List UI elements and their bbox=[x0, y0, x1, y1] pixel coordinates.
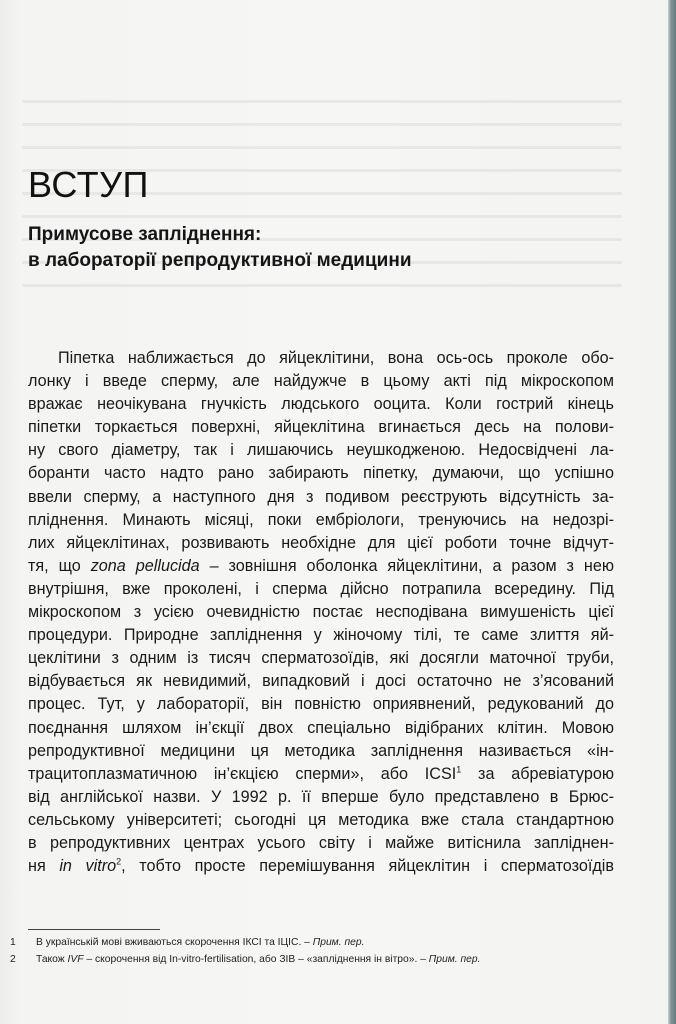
text-run: – зовнішня оболонка яйцеклітини, а разом з нею bbox=[199, 556, 615, 575]
footnotes bbox=[10, 934, 610, 968]
latin-term: zona pellucida bbox=[90, 556, 200, 575]
text-line: мікроскопом з усією очевидністю постає несподівана вимушеність цієї bbox=[28, 603, 614, 622]
footnote-number: 2 bbox=[10, 954, 16, 965]
text-line: лонку і введе сперму, але найдужче в цьому акті під мікроскопом bbox=[28, 372, 614, 391]
text-line: в репродуктивних центрах усього світу і майже витіснила запліднен- bbox=[28, 833, 614, 852]
text-run: ня bbox=[28, 857, 60, 876]
text-run: , тобто просте перемішування яйцеклітин і сперматозоїдів bbox=[121, 857, 614, 876]
footnote-number: 1 bbox=[10, 937, 16, 948]
footnote-text bbox=[36, 951, 480, 968]
footnote-ref-2[interactable]: 2 bbox=[116, 856, 122, 867]
body-paragraph bbox=[28, 347, 614, 878]
bleed-through-header bbox=[22, 42, 582, 56]
text-line bbox=[28, 763, 614, 786]
text-run: В українській мові вживаються скорочення ІКСІ та ІЦІС. – bbox=[36, 937, 313, 948]
text-line: репродуктивної медицини ця методика запліднення називається «ін- bbox=[28, 741, 614, 760]
text-line: відбувається як невидимий, випадковий і досі остаточно не з’ясований bbox=[28, 672, 614, 691]
text-line bbox=[28, 555, 614, 578]
text-line: внутрішня, вже проколені, і сперма дійсно потрапила всередину. Під bbox=[28, 579, 614, 598]
latin-term: in vitro bbox=[59, 857, 117, 876]
text-line: від англійської назви. У 1992 р. її вперше було представлено в Брюс- bbox=[28, 787, 614, 806]
footnote-2 bbox=[10, 951, 610, 968]
footnote-text bbox=[36, 934, 364, 951]
translator-note: Прим. пер. bbox=[428, 954, 481, 965]
text-run: – скорочення від In-vitro-fertilisation, або ЗІВ – «запліднення ін вітро». – bbox=[83, 954, 429, 965]
text-run: трацитоплазматичною ін’єкцією сперми», або ICSI bbox=[28, 764, 457, 783]
text-line: ввели сперму, а наступного дня з подивом реєструють відсутність за- bbox=[28, 487, 614, 506]
translator-note: Прим. пер. bbox=[312, 937, 365, 948]
footnote-ref-1[interactable]: 1 bbox=[456, 764, 462, 775]
abbreviation: IVF bbox=[67, 954, 84, 965]
text-line: Піпетка наближається до яйцеклітини, вона ось-ось проколе обо- bbox=[58, 349, 614, 367]
text-line: процедури. Природне запліднення у жіночому тілі, те саме злиття яй- bbox=[28, 626, 614, 645]
chapter-subtitle bbox=[28, 222, 412, 274]
footnote-divider bbox=[28, 929, 160, 930]
text-line: боранти часто надто рано забирають піпетку, думаючи, що успішно bbox=[28, 464, 614, 483]
footnote-1 bbox=[10, 934, 610, 951]
text-line: ну свого діаметру, так і лишаючись неушкодженою. Недосвідчені ла- bbox=[28, 441, 614, 460]
text-line: сельському університеті; сьогодні ця методика вже стала стандартною bbox=[28, 810, 614, 829]
text-line: вражає неочікувана гнучкість людського ооцита. Коли гострий кінець bbox=[28, 395, 614, 414]
text-line: поєднання шляхом ін’єкції двох спеціально відібраних клітин. Мовою bbox=[28, 718, 614, 737]
chapter-title: ВСТУП bbox=[28, 164, 149, 205]
text-run: Також bbox=[36, 954, 68, 965]
page-edge bbox=[668, 0, 676, 1024]
text-line: цеклітини з одним із тисяч сперматозоїдів, які досягли маточної труби, bbox=[28, 649, 614, 668]
text-line: пліднення. Минають місяці, поки ембріологи, тренуючись на недозрі- bbox=[28, 510, 614, 529]
text-line: лих яйцеклітинах, розвивають необхідне для цієї роботи точне відчут- bbox=[28, 533, 614, 552]
text-run: тя, що bbox=[28, 556, 91, 575]
text-run: за абревіатурою bbox=[461, 764, 614, 783]
text-line: процес. Тут, у лабораторії, він повністю оприявнений, редукований до bbox=[28, 695, 614, 714]
subtitle-line-2: в лабораторії репродуктивної медицини bbox=[28, 250, 412, 271]
text-line bbox=[28, 855, 614, 878]
subtitle-line-1: Примусове запліднення: bbox=[28, 224, 262, 245]
text-line: піпетки торкається поверхні, яйцеклітина вгинається десь на полови- bbox=[28, 418, 614, 437]
